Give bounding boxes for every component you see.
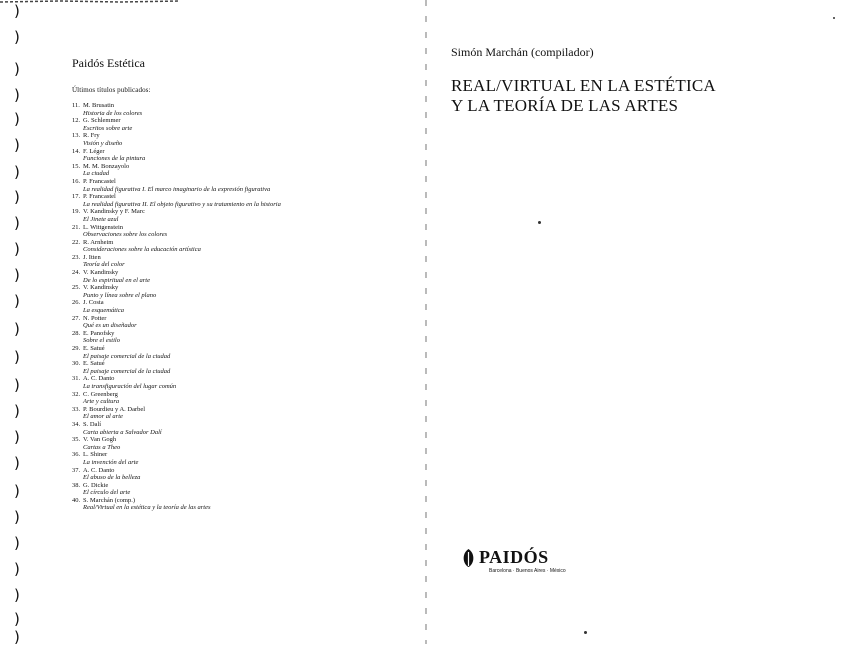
entry-author: J. Costa (83, 299, 104, 307)
binding-ring-icon: ) (14, 428, 20, 446)
title-entry (72, 239, 402, 254)
entry-author: E. Panofsky (83, 329, 115, 337)
entry-title: Cartas a Theo (83, 443, 121, 451)
entry-author-line (72, 482, 402, 490)
entry-author-line (72, 239, 402, 247)
page-gutter (424, 0, 428, 644)
entry-author: A. C. Danto (83, 466, 115, 474)
title-entry (72, 345, 402, 360)
title-entry (72, 391, 402, 406)
entry-title: Visión y diseño (83, 139, 123, 147)
binding-ring-icon: ) (14, 534, 20, 552)
entry-author-line (72, 375, 402, 383)
entry-number: 37. (72, 466, 81, 474)
title-entry (72, 208, 402, 223)
entry-author-line (72, 102, 402, 110)
entry-title: El círculo del arte (83, 489, 131, 497)
entry-number: 27. (72, 314, 81, 322)
entry-author-line (72, 284, 402, 292)
entry-author: M. M. Bonzayolo (83, 162, 130, 170)
entry-author-line (72, 467, 402, 475)
spiral-binding (0, 0, 34, 644)
entry-author: C. Greenberg (83, 390, 118, 398)
book-author: Simón Marchán (compilador) (451, 45, 594, 59)
title-entry (72, 299, 402, 314)
title-entry (72, 102, 402, 117)
entry-author-line (72, 269, 402, 277)
entry-author-line (72, 117, 402, 125)
entry-title: Consideraciones sobre la educación artística (83, 246, 201, 254)
entry-author-line (72, 178, 402, 186)
entry-author: L. Shiner (83, 451, 108, 459)
entry-author-line (72, 163, 402, 171)
title-entry (72, 224, 402, 239)
title-entry (72, 482, 402, 497)
binding-ring-icon: ) (14, 266, 20, 284)
binding-ring-icon: ) (14, 163, 20, 181)
scan-noise-top (0, 0, 300, 6)
binding-ring-icon: ) (14, 610, 20, 628)
entry-title: El paisaje comercial de la ciudad (83, 352, 171, 360)
publisher-cities: Barcelona · Buenos Aires · México (489, 568, 566, 574)
title-entry (72, 315, 402, 330)
title-entry (72, 451, 402, 466)
entry-title: Teoría del color (83, 261, 125, 269)
entry-author: F. Léger (83, 147, 105, 155)
entry-author-line (72, 345, 402, 353)
entry-author: P. Francastel (83, 177, 116, 185)
entry-author-line (72, 299, 402, 307)
binding-ring-icon: ) (14, 628, 20, 646)
scan-speck (833, 17, 835, 19)
entry-author: G. Schlemmer (83, 117, 121, 125)
entry-title: Real/Virtual en la estética y la teoría de las artes (83, 504, 211, 512)
entry-number: 12. (72, 117, 81, 125)
binding-ring-icon: ) (14, 214, 20, 232)
title-entry (72, 436, 402, 451)
binding-ring-icon: ) (14, 86, 20, 104)
entry-title: Sobre el estilo (83, 337, 120, 345)
entry-title: El amor al arte (83, 413, 123, 421)
entry-author: E. Satué (83, 345, 105, 352)
entry-author: R. Arnheim (83, 238, 114, 246)
entry-title: La ciudad (83, 170, 110, 178)
title-entry (72, 269, 402, 284)
binding-ring-icon: ) (14, 188, 20, 206)
entry-title: Punto y línea sobre el plano (83, 291, 157, 299)
binding-ring-icon: ) (14, 560, 20, 578)
entry-author-line (72, 391, 402, 399)
binding-ring-icon: ) (14, 508, 20, 526)
publisher-logo (462, 547, 549, 568)
titles-subheading: Últimos títulos publicados: (72, 86, 151, 94)
entry-number: 11. (72, 102, 80, 109)
entry-number: 15. (72, 162, 81, 170)
entry-title: Funciones de la pintura (83, 155, 146, 163)
binding-ring-icon: ) (14, 454, 20, 472)
title-entry (72, 132, 402, 147)
entry-author-line (72, 254, 402, 262)
binding-ring-icon: ) (14, 402, 20, 420)
entry-author: R. Fry (83, 132, 100, 140)
titles-list (72, 102, 402, 512)
binding-ring-icon: ) (14, 376, 20, 394)
binding-ring-icon: ) (14, 110, 20, 128)
book-title-line-1: REAL/VIRTUAL EN LA ESTÉTICA (451, 76, 716, 95)
entry-number: 17. (72, 193, 81, 201)
entry-number: 35. (72, 436, 81, 444)
entry-author: P. Francastel (83, 193, 116, 201)
entry-number: 29. (72, 345, 81, 352)
entry-author: V. Kandinsky (83, 284, 119, 292)
entry-author-line (72, 224, 402, 232)
title-entry (72, 375, 402, 390)
binding-ring-icon: ) (14, 136, 20, 154)
entry-number: 34. (72, 420, 81, 428)
binding-ring-icon: ) (14, 292, 20, 310)
entry-number: 38. (72, 481, 81, 489)
title-entry (72, 254, 402, 269)
title-entry (72, 497, 402, 512)
entry-author: V. Kandinsky (83, 269, 119, 277)
binding-ring-icon: ) (14, 28, 20, 46)
entry-author-line (72, 208, 402, 216)
entry-number: 24. (72, 269, 81, 277)
binding-ring-icon: ) (14, 482, 20, 500)
entry-number: 14. (72, 147, 81, 155)
title-entry (72, 178, 402, 193)
entry-number: 33. (72, 405, 81, 413)
entry-title: Arte y cultura (83, 398, 120, 406)
entry-author-line (72, 406, 402, 414)
entry-author: S. Marchán (comp.) (83, 496, 135, 504)
title-entry (72, 193, 402, 208)
title-entry (72, 421, 402, 436)
entry-author: V. Kandinsky y F. Marc (83, 208, 145, 216)
title-entry (72, 163, 402, 178)
entry-title: La realidad figurativa II. El objeto figurativo y su tratamiento en la historia (83, 200, 281, 208)
entry-title: Carta abierta a Salvador Dalí (83, 428, 162, 436)
series-title: Paidós Estética (72, 56, 145, 70)
entry-number: 23. (72, 253, 81, 261)
entry-number: 32. (72, 390, 81, 398)
entry-author: G. Dickie (83, 481, 109, 489)
entry-author-line (72, 330, 402, 338)
entry-author-line (72, 132, 402, 140)
title-entry (72, 330, 402, 345)
entry-author: N. Potter (83, 314, 107, 322)
entry-title: De lo espiritual en el arte (83, 276, 150, 284)
entry-number: 40. (72, 496, 81, 504)
entry-title: Observaciones sobre los colores (83, 231, 168, 239)
entry-number: 21. (72, 223, 81, 231)
entry-author-line (72, 315, 402, 323)
title-entry (72, 284, 402, 299)
title-entry (72, 148, 402, 163)
title-entry (72, 360, 402, 375)
entry-title: Historia de los colores (83, 109, 143, 117)
entry-number: 28. (72, 329, 81, 337)
publisher-name: PAIDÓS (479, 547, 549, 567)
entry-title: La transfiguración del lugar común (83, 382, 177, 390)
binding-ring-icon: ) (14, 348, 20, 366)
entry-author-line (72, 436, 402, 444)
paidos-logo-icon (462, 548, 475, 568)
entry-title: La esquemática (83, 307, 124, 315)
entry-author: E. Satué (83, 360, 105, 368)
entry-author-line (72, 360, 402, 368)
entry-number: 13. (72, 132, 81, 140)
entry-title: La realidad figurativa I. El marco imaginario de la expresión figurativa (83, 185, 271, 193)
entry-author: V. Van Gogh (83, 436, 117, 444)
title-entry (72, 117, 402, 132)
binding-ring-icon: ) (14, 2, 20, 20)
entry-author: S. Dalí (83, 420, 102, 428)
scan-speck (538, 221, 541, 224)
book-title (451, 76, 716, 116)
entry-title: La invención del arte (83, 458, 139, 466)
entry-author: P. Bourdieu y A. Darbel (83, 405, 146, 413)
entry-author: L. Wittgenstein (83, 223, 124, 231)
entry-author-line (72, 148, 402, 156)
entry-number: 19. (72, 208, 81, 216)
entry-author: M. Brusatin (83, 102, 115, 109)
entry-title: El paisaje comercial de la ciudad (83, 367, 171, 375)
entry-number: 31. (72, 375, 81, 383)
title-entry (72, 467, 402, 482)
entry-title: El Jinete azul (83, 215, 119, 223)
entry-number: 26. (72, 299, 81, 307)
entry-title: Escritos sobre arte (83, 124, 133, 132)
entry-author-line (72, 497, 402, 505)
entry-title: Qué es un diseñador (83, 322, 137, 330)
entry-number: 30. (72, 360, 81, 368)
entry-author: J. Itten (83, 253, 101, 261)
entry-author-line (72, 193, 402, 201)
entry-author-line (72, 421, 402, 429)
entry-number: 22. (72, 238, 81, 246)
binding-ring-icon: ) (14, 586, 20, 604)
entry-number: 16. (72, 177, 81, 185)
entry-author-line (72, 451, 402, 459)
book-title-line-2: Y LA TEORÍA DE LAS ARTES (451, 96, 679, 115)
entry-number: 25. (72, 284, 81, 292)
entry-title: El abuso de la belleza (83, 474, 141, 482)
scan-speck (584, 631, 587, 634)
binding-ring-icon: ) (14, 60, 20, 78)
entry-author: A. C. Danto (83, 375, 115, 383)
title-entry (72, 406, 402, 421)
binding-ring-icon: ) (14, 240, 20, 258)
entry-number: 36. (72, 451, 81, 459)
binding-ring-icon: ) (14, 320, 20, 338)
